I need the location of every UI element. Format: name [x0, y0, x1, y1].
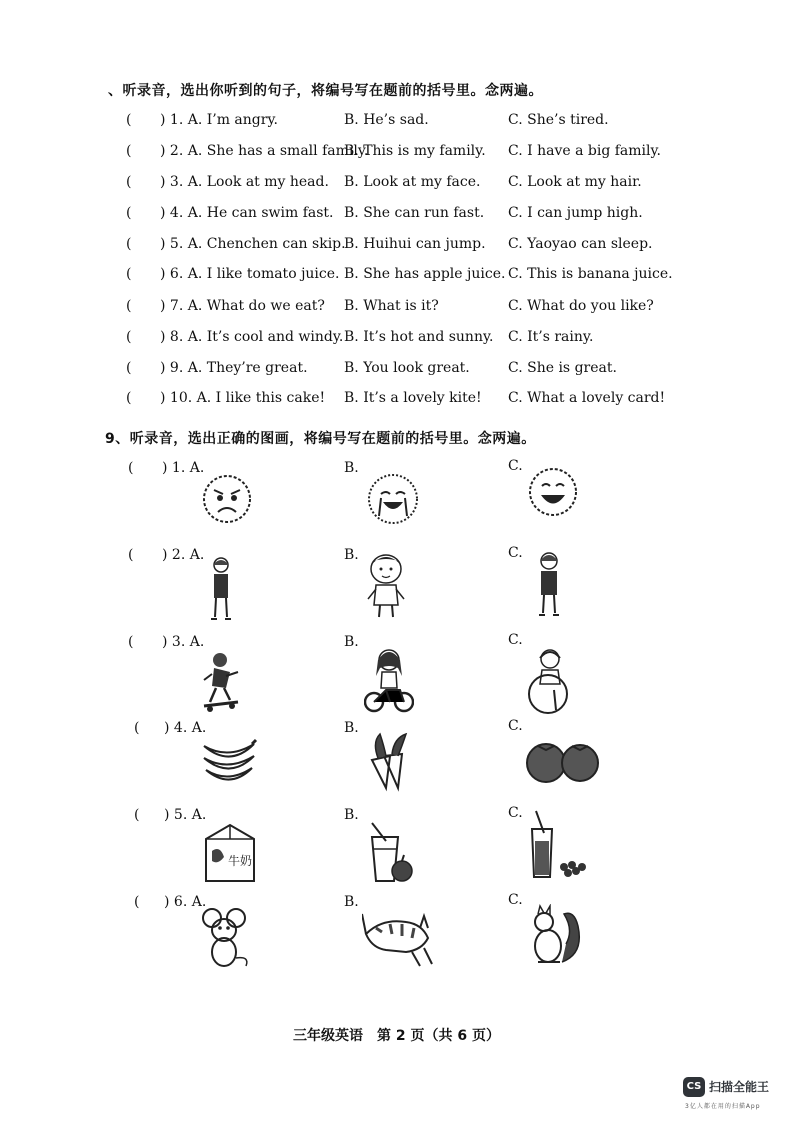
section-1-title: 、听录音，选出你听到的句子，将编号写在题前的括号里。念两遍。 [108, 83, 543, 99]
option-c: C. What a lovely card! [508, 390, 666, 406]
mouse-icon [200, 906, 254, 970]
apple-juice-icon [364, 821, 416, 885]
crying-face-icon [366, 472, 420, 528]
camscanner-logo-icon: CS [683, 1077, 705, 1097]
option-c: C. I can jump high. [508, 205, 643, 221]
cat-icon [362, 904, 434, 968]
option-b: B. This is my family. [344, 143, 486, 159]
option-c: C. Look at my hair. [508, 174, 642, 190]
option-c: C. She’s tired. [508, 112, 609, 128]
bananas-icon [200, 738, 258, 786]
option-c: C. What do you like? [508, 298, 654, 314]
happy-face-icon [526, 464, 580, 520]
option-b: B. Look at my face. [344, 174, 481, 190]
section-2-title: 9、听录音，选出正确的图画，将编号写在题前的括号里。念两遍。 [105, 431, 536, 447]
milk-label: 牛奶 [228, 854, 253, 868]
option-a: ) 10. A. I like this cake! [160, 390, 326, 406]
question-row: ( ) 2. A. She has a small family. B. This is my family. C. I have a big family. [126, 143, 662, 159]
question-row: ( ) 7. A. What do we eat? B. What is it? C. What do you like? [126, 298, 654, 314]
carrots-icon [362, 730, 414, 792]
milk-carton-icon [202, 821, 258, 885]
grape-juice-icon [526, 809, 590, 881]
angry-face-icon [200, 472, 254, 526]
picture-question-row: ( ) 2. A. B. C. [0, 545, 793, 625]
ball-girl-icon [526, 644, 574, 716]
picture-question-row: ( ) 4. A. B. C. [0, 718, 793, 798]
option-a: ) 1. A. I’m angry. [160, 112, 278, 128]
option-b: B. She has apple juice. [344, 266, 506, 282]
option-c: C. This is banana juice. [508, 266, 673, 282]
scanner-watermark [683, 1075, 788, 1115]
option-b: B. It’s hot and sunny. [344, 329, 494, 345]
option-b: B. She can run fast. [344, 205, 485, 221]
picture-question-row: ( ) 1. A. B. C. [0, 458, 793, 538]
option-a: ) 8. A. It’s cool and windy. [160, 329, 344, 345]
question-row: ( ) 9. A. They’re great. B. You look great. C. She is great. [126, 360, 617, 376]
bicycle-girl-icon [364, 646, 414, 714]
option-b: B. You look great. [344, 360, 470, 376]
question-row: ( ) 4. A. He can swim fast. B. She can run fast. C. I can jump high. [126, 205, 643, 221]
option-c: C. Yaoyao can sleep. [508, 236, 653, 252]
question-row: ( ) 10. A. I like this cake! B. It’s a lovely kite! C. What a lovely card! [126, 390, 666, 406]
option-a: ) 7. A. What do we eat? [160, 298, 325, 314]
page-footer: 三年级英语 第 2 页（共 6 页） [293, 1028, 500, 1044]
option-b: B. He’s sad. [344, 112, 429, 128]
option-c: C. She is great. [508, 360, 617, 376]
tomatoes-icon [524, 738, 602, 784]
picture-question-row: ( ) 3. A. B. C. [0, 632, 793, 712]
question-row: ( ) 8. A. It’s cool and windy. B. It’s hot and sunny. C. It’s rainy. [126, 329, 594, 345]
option-c: C. I have a big family. [508, 143, 662, 159]
question-row: ( ) 5. A. Chenchen can skip. B. Huihui can jump. C. Yaoyao can sleep. [126, 236, 653, 252]
skateboard-boy-icon [200, 650, 244, 714]
option-b: B. What is it? [344, 298, 439, 314]
option-c: C. It’s rainy. [508, 329, 594, 345]
girl-icon [532, 549, 566, 619]
picture-question-row: ( ) 5. A. 牛奶 B. C. [0, 805, 793, 885]
option-a: ) 4. A. He can swim fast. [160, 205, 334, 221]
picture-question-row: ( ) 6. A. B. C. [0, 892, 793, 972]
option-a: ) 5. A. Chenchen can skip. [160, 236, 346, 252]
option-b: B. Huihui can jump. [344, 236, 486, 252]
boy-icon [362, 551, 410, 623]
squirrel-icon [526, 904, 584, 970]
option-b: B. It’s a lovely kite! [344, 390, 482, 406]
question-row: ( ) 6. A. I like tomato juice. B. She has apple juice. C. This is banana juice. [126, 266, 673, 282]
question-row: ( ) 1. A. I’m angry. B. He’s sad. C. She’s tired. [126, 112, 609, 128]
watermark-name: 扫描全能王 [709, 1080, 770, 1094]
question-row: ( ) 3. A. Look at my head. B. Look at my face. C. Look at my hair. [126, 174, 642, 190]
option-a: ) 9. A. They’re great. [160, 360, 308, 376]
girl-icon [204, 555, 238, 623]
watermark-tagline: 3亿人都在用的扫描App [685, 1103, 761, 1110]
option-a: ) 2. A. She has a small family. [160, 143, 369, 159]
option-a: ) 3. A. Look at my head. [160, 174, 329, 190]
option-a: ) 6. A. I like tomato juice. [160, 266, 340, 282]
